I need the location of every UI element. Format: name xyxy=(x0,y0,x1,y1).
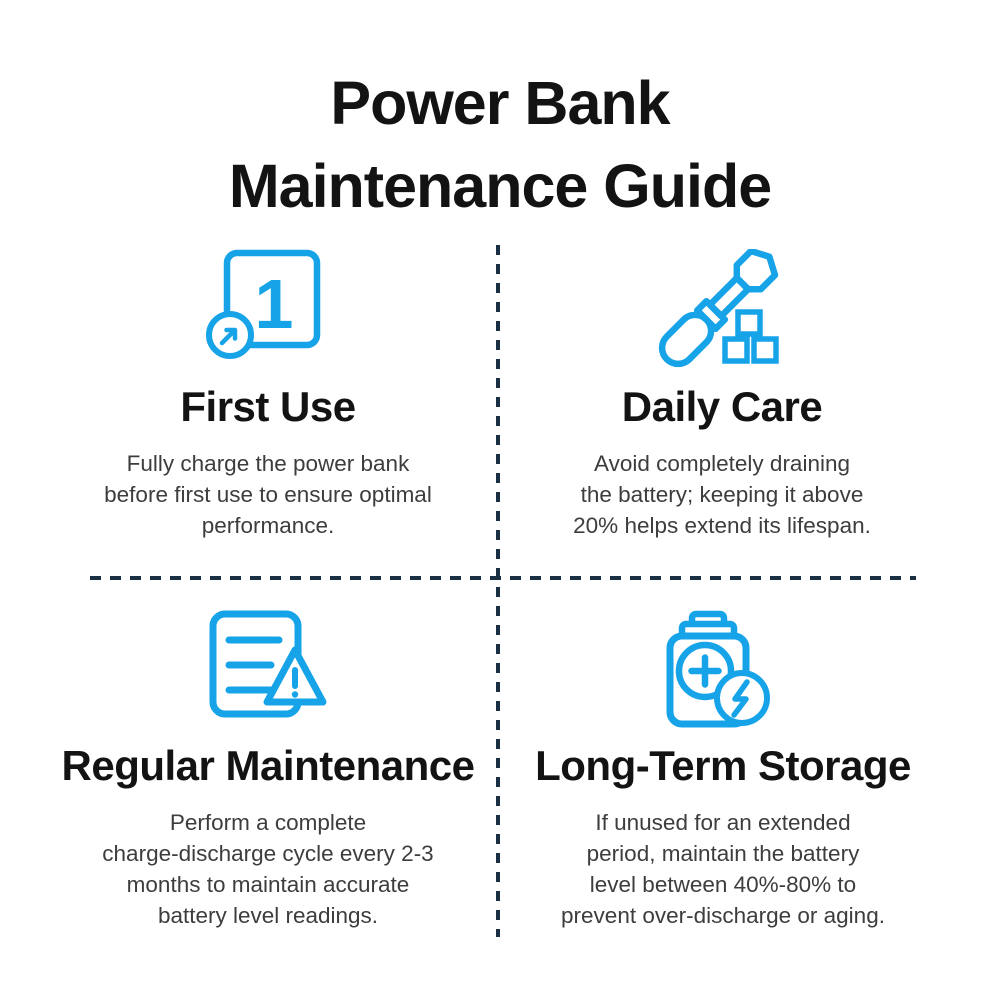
page-title-line1: Power Bank xyxy=(330,69,670,137)
document-warning-icon xyxy=(203,608,333,724)
section-heading-long-term-storage: Long-Term Storage xyxy=(535,742,911,789)
section-body-long-term-storage: If unused for an extended period, maintain the battery level between 40%-80% to prevent over-discharge or aging. xyxy=(561,810,885,928)
svg-text:1: 1 xyxy=(254,265,294,343)
section-body-daily-care: Avoid completely draining the battery; keeping it above 20% helps extend its lifespan. xyxy=(573,451,871,538)
section-daily-care xyxy=(502,249,942,541)
horizontal-dashed-divider xyxy=(90,576,916,580)
screwdriver-parts-icon xyxy=(657,249,787,365)
section-body-first-use: Fully charge the power bank before first use to ensure optimal performance. xyxy=(104,451,432,538)
page-title xyxy=(0,62,1000,228)
section-heading-regular-maintenance: Regular Maintenance xyxy=(61,742,475,789)
number-one-square-arrow-icon xyxy=(205,249,331,365)
section-heading-daily-care: Daily Care xyxy=(621,383,823,430)
battery-charging-icon xyxy=(658,608,788,724)
section-regular-maintenance xyxy=(38,608,498,931)
section-body-regular-maintenance: Perform a complete charge-discharge cycle every 2-3 months to maintain accurate battery level readings. xyxy=(102,810,434,928)
section-heading-first-use: First Use xyxy=(180,383,356,430)
section-first-use xyxy=(48,249,488,541)
section-long-term-storage xyxy=(493,608,953,931)
page-title-line2: Maintenance Guide xyxy=(228,152,772,220)
